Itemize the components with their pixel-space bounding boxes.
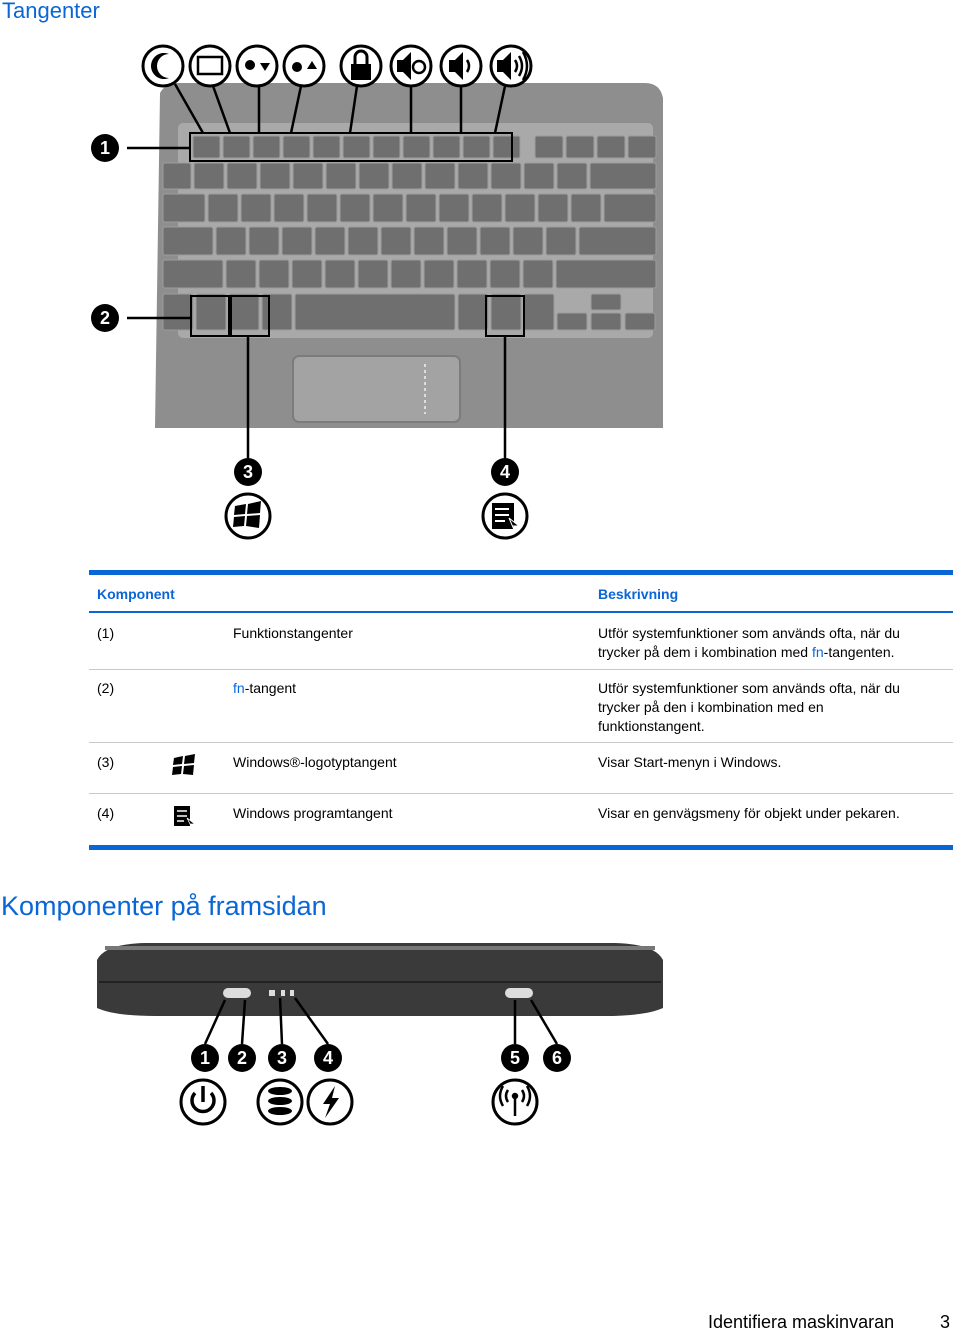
drive-icon — [268, 1087, 292, 1115]
callout-2: 2 — [99, 308, 111, 328]
front-callout-4: 4 — [322, 1048, 334, 1068]
front-callout-3: 3 — [276, 1048, 288, 1068]
row1-name: Funktionstangenter — [233, 625, 353, 641]
front-callout-5: 5 — [509, 1048, 521, 1068]
page-number: 3 — [940, 1312, 951, 1332]
row2-name: fn-tangent — [233, 680, 297, 696]
row2-description: Utför systemfunktioner som används ofta, när du trycker på den i kombination med en funktionstangent. — [598, 680, 900, 734]
callout-4: 4 — [499, 462, 511, 482]
row4-name: Windows programtangent — [233, 805, 393, 821]
section-title-keys: Tangenter — [2, 0, 100, 23]
row2-number: (2) — [97, 680, 115, 696]
row3-description: Visar Start-menyn i Windows. — [598, 754, 782, 770]
keyboard-illustration — [85, 38, 685, 548]
windows-logo-icon — [172, 754, 196, 776]
row3-name: Windows®-logotyptangent — [233, 754, 397, 770]
header-description: Beskrivning — [598, 586, 679, 602]
row1-description: Utför systemfunktioner som används ofta, när du trycker på dem i kombination med fn-tangenten. — [598, 625, 900, 660]
callout-1: 1 — [99, 138, 111, 158]
row1-number: (1) — [97, 625, 115, 641]
header-component: Komponent — [97, 586, 175, 602]
section-title-front: Komponenter på framsidan — [1, 891, 327, 921]
row4-number: (4) — [97, 805, 115, 821]
callout-3: 3 — [242, 462, 254, 482]
front-callout-2: 2 — [236, 1048, 248, 1068]
application-menu-icon — [173, 805, 197, 829]
front-view-illustration — [85, 938, 675, 1138]
front-callout-6: 6 — [551, 1048, 563, 1068]
footer-section-name: Identifiera maskinvaran — [708, 1312, 895, 1332]
row3-number: (3) — [97, 754, 115, 770]
front-callout-1: 1 — [199, 1048, 211, 1068]
row4-description: Visar en genvägsmeny för objekt under pekaren. — [598, 805, 900, 821]
